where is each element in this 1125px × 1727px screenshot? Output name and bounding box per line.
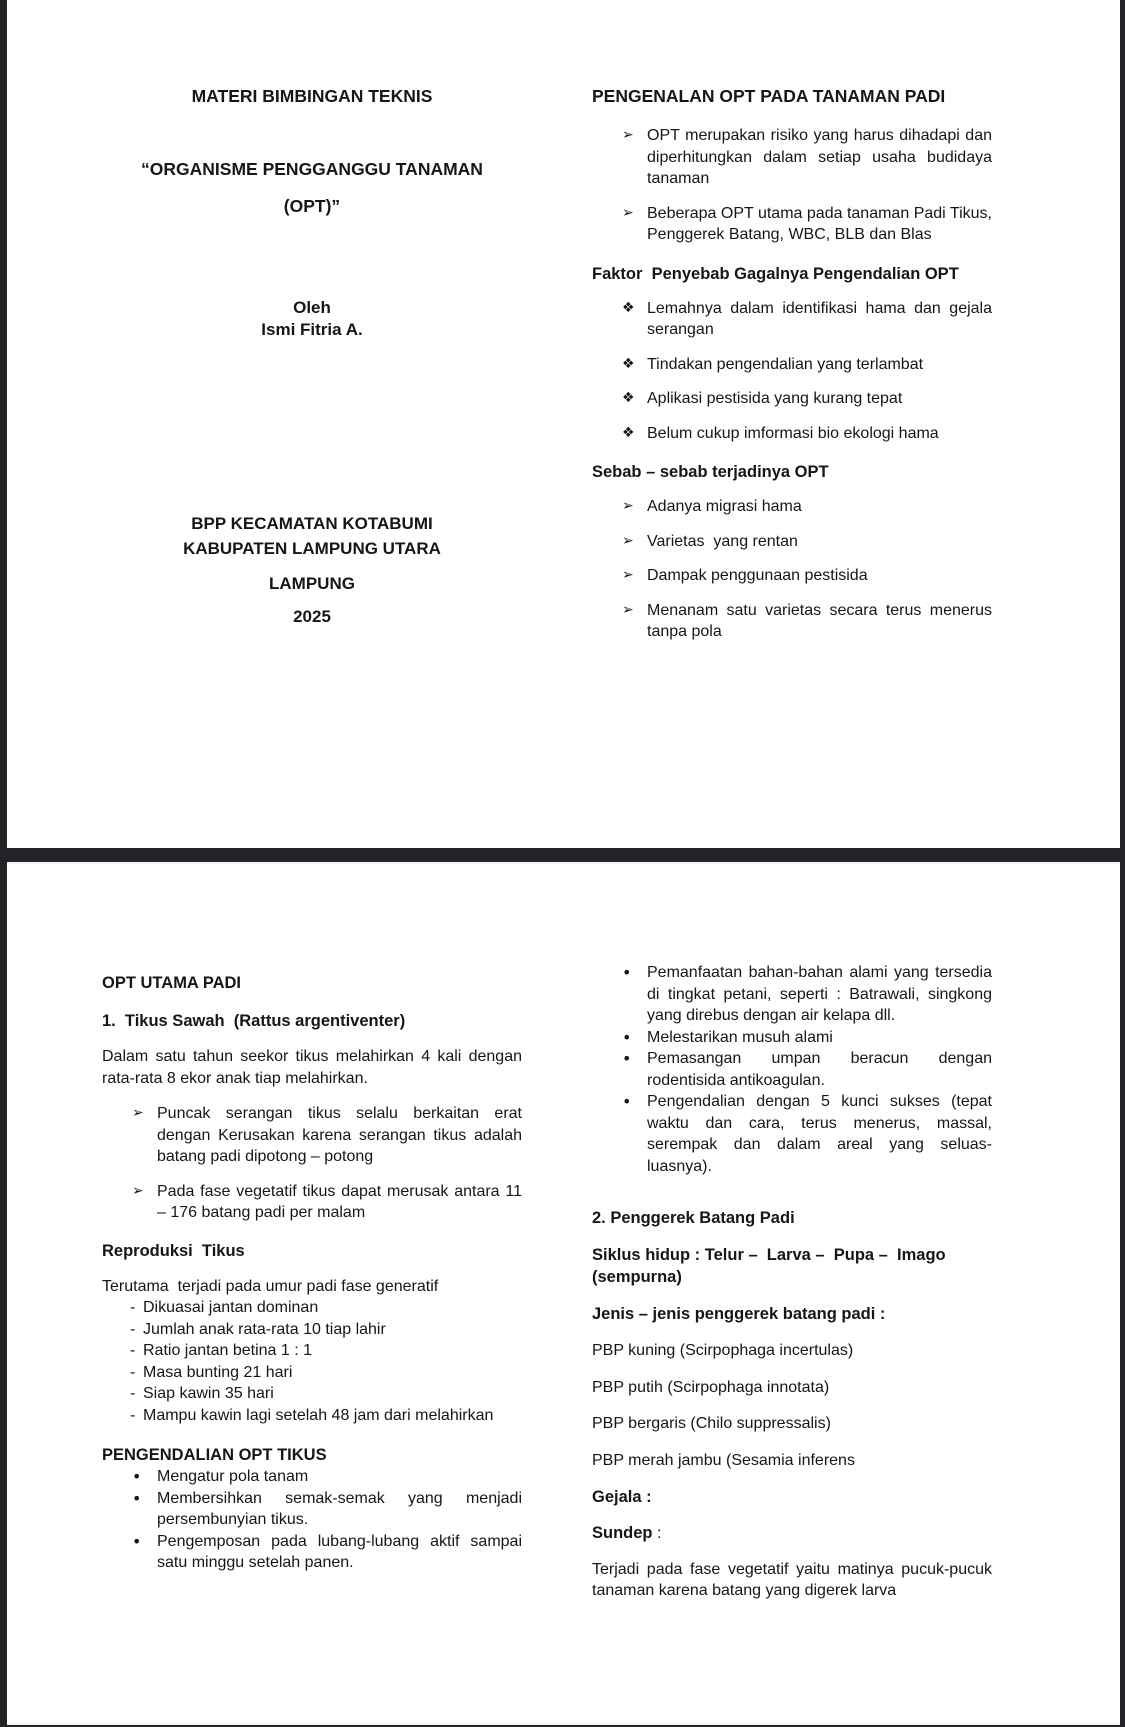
dash-bullet-icon: - [130,1299,136,1316]
paragraph: PBP putih (Scirpophaga innotata) [592,1378,830,1396]
author-name: Ismi Fitria A. [261,320,363,339]
bullet-item [102,1181,522,1224]
arrow-bullet-icon: ➢ [622,567,634,583]
bullet-text: Tindakan pengendalian yang terlambat [647,355,924,373]
bullet-text: Membersihkan semak-semak yang menjadi persembunyian tikus. [157,1489,522,1528]
bullet-item [592,1027,992,1049]
bullet-text: Pemanfaatan bahan-bahan alami yang tersedia di tingkat petani, seperti : Batrawali, singkong yang direbus dengan air kelapa dll. [647,964,992,1024]
section-heading-sebab: Sebab – sebab terjadinya OPT [592,463,829,481]
bullet-item [592,423,992,445]
bullet-item [592,600,992,643]
institution-line1: BPP KECAMATAN KOTABUMI [191,514,433,533]
section-heading-pengenalan: PENGENALAN OPT PADA TANAMAN PADI [592,86,946,106]
bullet-text: Adanya migrasi hama [647,498,802,515]
byline [102,297,522,341]
dash-bullet-icon: - [130,1406,136,1424]
paragraph: Dalam satu tahun seekor tikus melahirkan 4 kali dengan rata-rata 8 ekor anak tiap melahirkan. [102,1048,522,1087]
sundep-colon: : [652,1525,662,1542]
bullet-text: Melestarikan musuh alami [647,1028,833,1046]
bullet-text: Aplikasi pestisida yang kurang tepat [647,390,903,407]
list-item-text: Jumlah anak rata-rata 10 tiap lahir [143,1320,386,1338]
bullet-item [592,531,992,553]
list-item-text: Siap kawin 35 hari [143,1385,274,1402]
main-title-line1: “ORGANISME PENGGANGGU TANAMAN [141,159,483,179]
paragraph: Terjadi pada fase vegetatif yaitu matinya pucuk-pucuk tanaman karena batang yang digerek larva [592,1560,992,1599]
list-item [102,1405,522,1427]
sundep-term: Sundep [592,1524,653,1542]
arrow-bullet-icon: ➢ [622,601,634,618]
bullet-text: Varietas yang rentan [647,532,798,550]
list-item [102,1362,522,1384]
cover-column [102,0,522,643]
bullet-item [592,203,992,246]
page-1 [7,0,1120,848]
opt-utama-column [102,864,522,1602]
arrow-bullet-icon: ➢ [132,1182,144,1199]
paragraph: PBP merah jambu (Sesamia inferens [592,1451,855,1469]
list-item-text: Dikuasai jantan dominan [143,1299,319,1316]
section-heading-reproduksi: Reproduksi Tikus [102,1241,245,1260]
bullet-text: Pengendalian dengan 5 kunci sukses (tepat waktu dan cara, terus menerus, massal, serempak dan dalam areal yang seluas-luasnya). [647,1093,992,1175]
section-heading-siklus: Siklus hidup : Telur – Larva – Pupa – Imago (sempurna) [592,1246,951,1286]
paragraph: Terutama terjadi pada umur padi fase generatif [102,1277,439,1295]
section-heading-jenis: Jenis – jenis penggerek batang padi : [592,1305,886,1323]
bullet-text: Mengatur pola tanam [157,1468,309,1485]
disc-bullet-icon: • [132,1488,142,1508]
paragraph: PBP bergaris (Chilo suppressalis) [592,1415,831,1432]
page-2 [7,862,1120,1725]
dash-bullet-icon: - [130,1342,136,1359]
section-heading-tikus-sawah: 1. Tikus Sawah (Rattus argentiventer) [102,1012,406,1030]
disc-bullet-icon: • [132,1531,142,1551]
diamond-bullet-icon: ❖ [622,299,635,316]
bullet-item [102,1466,522,1488]
bullet-item [592,298,992,341]
reproduksi-list [102,1297,522,1426]
bullet-item [592,565,992,587]
section-heading-opt-utama: OPT UTAMA PADI [102,974,242,992]
main-title [102,151,522,225]
bullet-text: Pengemposan pada lubang-lubang aktif sampai satu minggu setelah panen. [157,1532,522,1571]
list-item [102,1297,522,1319]
section-heading-faktor: Faktor Penyebab Gagalnya Pengendalian OPT [592,264,959,283]
dash-bullet-icon: - [130,1320,136,1338]
bullet-text: Pemasangan umpan beracun dengan rodentisida antikoagulan. [647,1050,992,1089]
section-heading-gejala: Gejala : [592,1488,652,1506]
bullet-text: Lemahnya dalam identifikasi hama dan gejala serangan [647,299,992,338]
list-item [102,1340,522,1362]
bullet-item [102,1103,522,1168]
list-item-text: Masa bunting 21 hari [143,1363,293,1381]
main-title-line2: (OPT)” [283,196,341,216]
dash-bullet-icon: - [130,1363,136,1381]
region: LAMPUNG [269,574,355,593]
bullet-text: Beberapa OPT utama pada tanaman Padi Tikus, Penggerek Batang, WBC, BLB dan Blas [647,204,992,243]
diamond-bullet-icon: ❖ [622,424,635,441]
disc-bullet-icon: • [622,1092,632,1111]
bullet-text: Puncak serangan tikus selalu berkaitan erat dengan Kerusakan karena serangan tikus adalah batang padi dipotong – potong [157,1105,522,1165]
arrow-bullet-icon: ➢ [622,498,634,514]
bullet-item [592,496,992,518]
bullet-text: Belum cukup imformasi bio ekologi hama [647,424,939,442]
bullet-item [592,1091,992,1177]
bullet-text: Menanam satu varietas secara terus menerus tanpa pola [647,601,992,640]
paragraph: PBP kuning (Scirpophaga incertulas) [592,1342,854,1359]
bullet-item [592,962,992,1027]
bullet-item [592,388,992,410]
section-heading-pengendalian-tikus: PENGENDALIAN OPT TIKUS [102,1446,327,1464]
intro-column [592,0,992,643]
bullet-item [102,1488,522,1531]
year: 2025 [293,607,331,626]
diamond-bullet-icon: ❖ [622,355,635,372]
arrow-bullet-icon: ➢ [622,127,634,143]
dash-bullet-icon: - [130,1385,136,1402]
list-item [102,1319,522,1341]
institution-line2: KABUPATEN LAMPUNG UTARA [183,539,441,558]
arrow-bullet-icon: ➢ [132,1105,144,1121]
disc-bullet-icon: • [622,963,632,982]
diamond-bullet-icon: ❖ [622,390,635,406]
list-item [102,1383,522,1405]
bullet-text: Pada fase vegetatif tikus dapat merusak antara 11 – 176 batang padi per malam [157,1182,522,1221]
bullet-text: Dampak penggunaan pestisida [647,567,868,584]
arrow-bullet-icon: ➢ [622,204,634,221]
bullet-item [102,1531,522,1574]
arrow-bullet-icon: ➢ [622,532,634,549]
bullet-item [592,1048,992,1091]
byline-label: Oleh [293,298,331,317]
institution [102,511,522,561]
bullet-item [592,125,992,190]
disc-bullet-icon: • [132,1467,142,1486]
list-item-text: Mampu kawin lagi setelah 48 jam dari melahirkan [143,1406,494,1424]
disc-bullet-icon: • [622,1049,632,1068]
bullet-text: OPT merupakan risiko yang harus dihadapi dan diperhitungkan dalam setiap usaha budidaya tanaman [647,127,992,187]
bullet-item [592,354,992,376]
list-item-text: Ratio jantan betina 1 : 1 [143,1342,313,1359]
document-type-title: MATERI BIMBINGAN TEKNIS [191,86,433,106]
penggerek-column [592,864,992,1602]
sundep-line [592,1522,992,1545]
disc-bullet-icon: • [622,1027,632,1047]
section-heading-penggerek: 2. Penggerek Batang Padi [592,1209,795,1227]
